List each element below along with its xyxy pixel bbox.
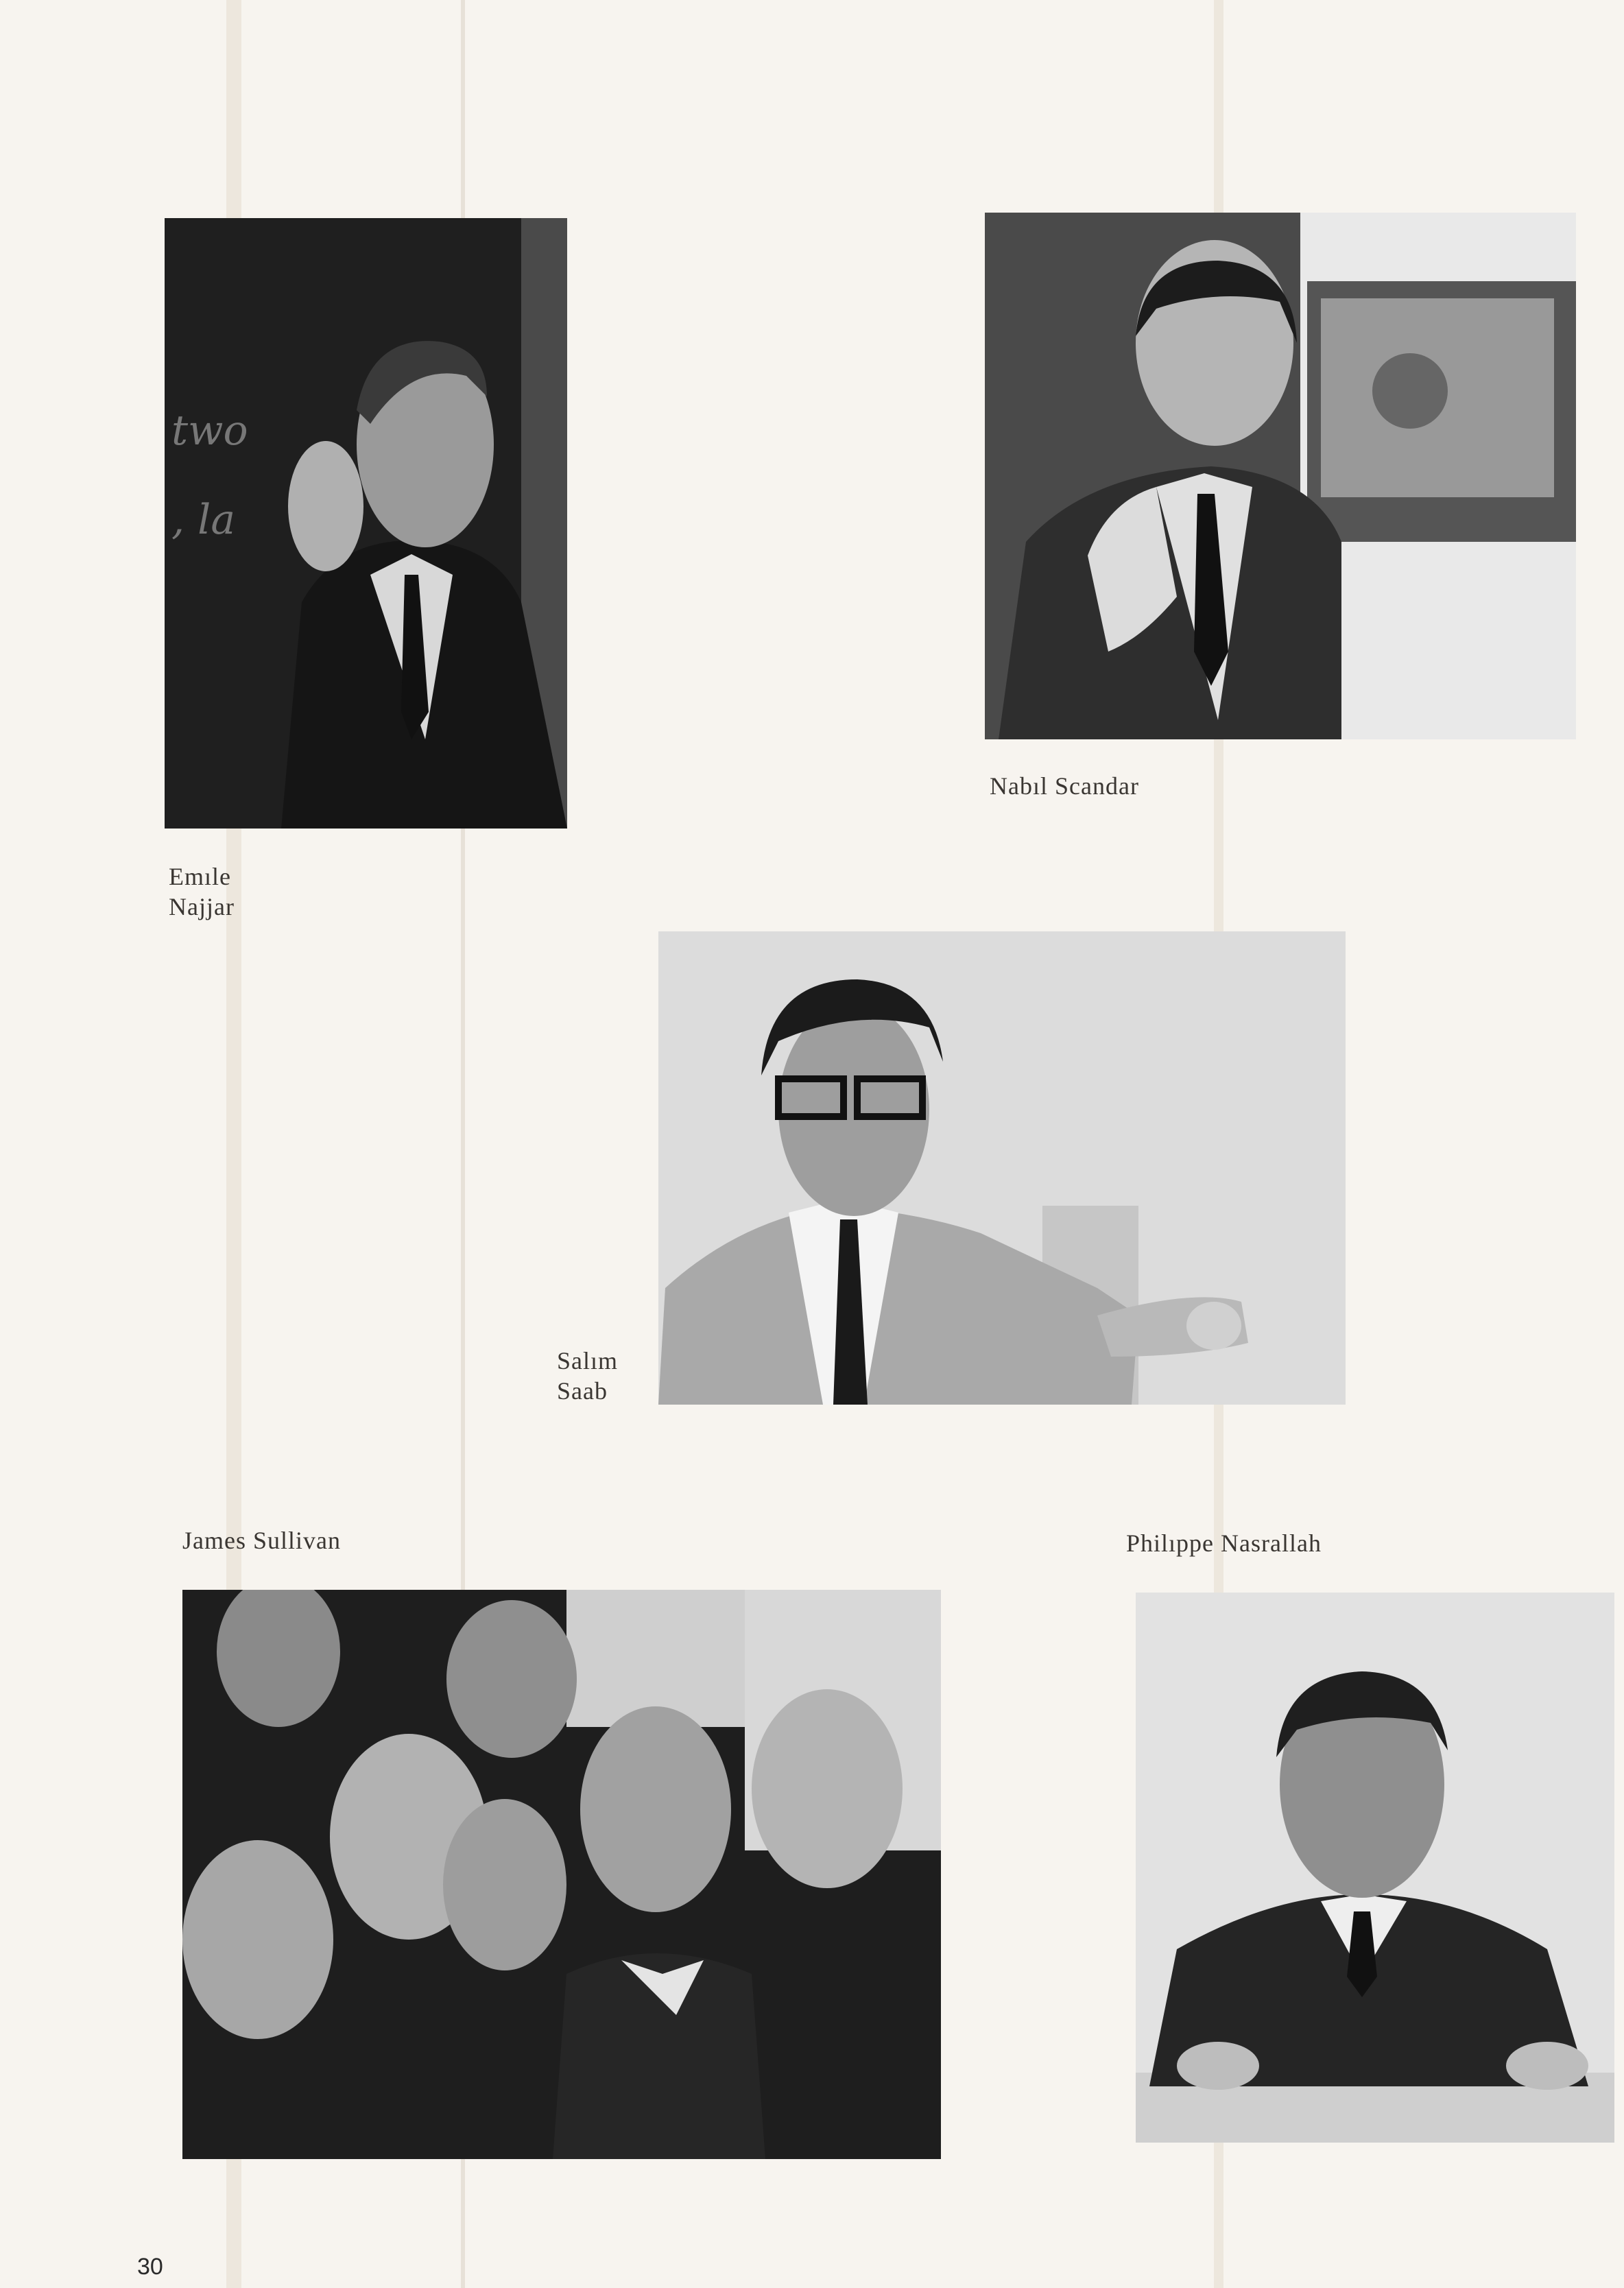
caption-line: Salım xyxy=(557,1347,619,1374)
caption-line: Saab xyxy=(557,1377,608,1405)
photo-nabil-scandar xyxy=(985,213,1576,739)
caption-philippe-nasrallah: Philıppe Nasrallah xyxy=(1126,1529,1322,1557)
caption-james-sullivan: James Sullivan xyxy=(182,1527,341,1554)
photo-philippe-nasrallah xyxy=(1136,1593,1614,2143)
svg-text:, la: , la xyxy=(171,496,236,544)
caption-nabil-scandar: Nabıl Scandar xyxy=(990,772,1139,800)
caption-salim-saab xyxy=(557,1346,618,1406)
caption-emile-najjar xyxy=(169,861,235,922)
photo-james-sullivan xyxy=(182,1590,941,2159)
photo-salim-saab xyxy=(658,931,1346,1405)
page-number: 30 xyxy=(137,2254,163,2280)
caption-line: Emıle xyxy=(169,863,231,890)
caption-line: Najjar xyxy=(169,893,235,920)
svg-text:two: two xyxy=(171,407,248,455)
photo-emile-najjar xyxy=(165,218,567,829)
